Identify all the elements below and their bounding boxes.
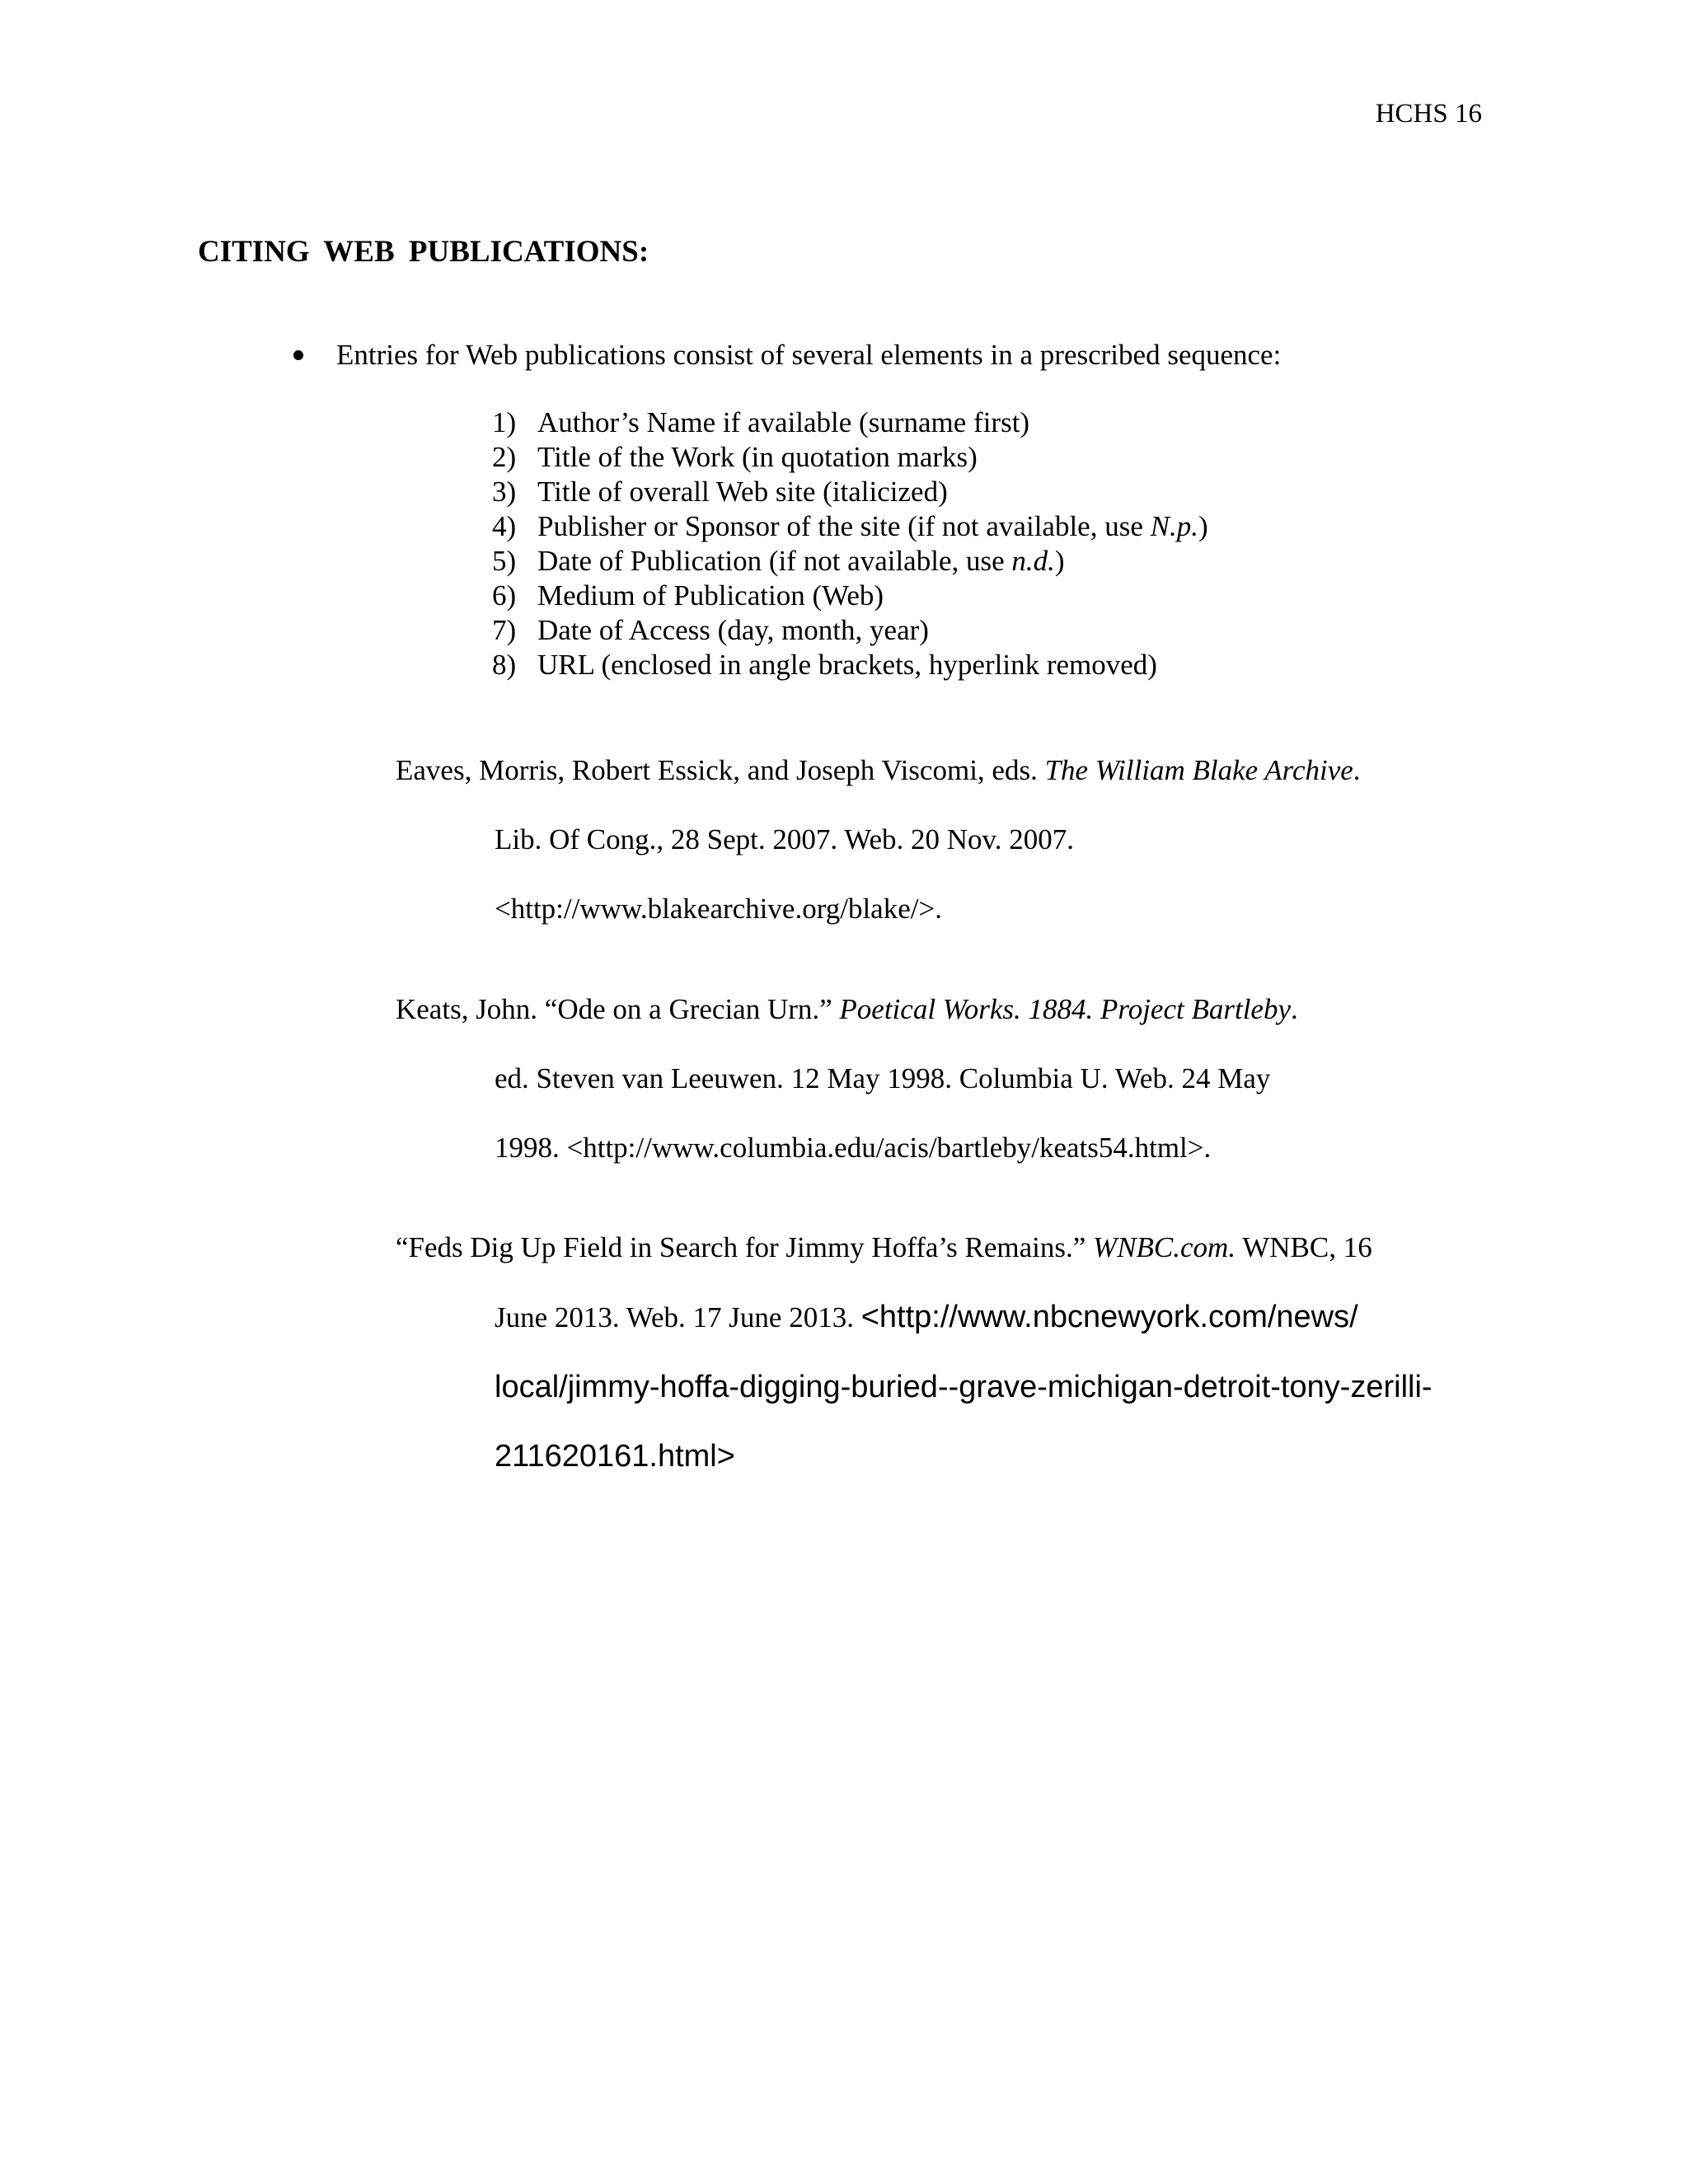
citation-url: 211620161.html> [495, 1439, 735, 1474]
list-item [492, 579, 1208, 613]
citation-line: ed. Steven van Leeuwen. 12 May 1998. Columbia U. Web. 24 May [495, 1062, 1271, 1094]
list-text: Date of Access (day, month, year) [537, 614, 929, 646]
list-item [492, 648, 1208, 682]
list-number: 6) [492, 579, 517, 612]
citation-author-title: Keats, John. “Ode on a Grecian Urn.” [396, 993, 840, 1025]
list-italic: n.d. [1011, 545, 1055, 577]
citation-article-title: “Feds Dig Up Field in Search for Jimmy Hoffa’s Remains.” [396, 1231, 1094, 1263]
list-number: 2) [492, 441, 517, 473]
list-number: 1) [492, 406, 517, 438]
citation-url: <http://www.blakearchive.org/blake/>. [495, 893, 942, 925]
list-text: Title of the Work (in quotation marks) [537, 441, 978, 473]
citation-dates: June 2013. Web. 17 June 2013. [495, 1301, 861, 1333]
citation-line [396, 1213, 1451, 1282]
citation-line [396, 975, 1451, 1044]
bullet-item [293, 338, 1281, 373]
bullet-text: Entries for Web publications consist of several elements in a prescribed sequence: [336, 339, 1282, 371]
citation-elements-list [492, 405, 1208, 682]
citation-blake-archive [396, 736, 1451, 944]
citation-site-title: The William Blake Archive [1044, 754, 1353, 786]
citation-line: Lib. Of Cong., 28 Sept. 2007. Web. 20 Nov. 2007. [495, 823, 1074, 855]
list-text: Author’s Name if available (surname first) [537, 406, 1030, 438]
citation-keats [396, 975, 1451, 1183]
list-item [492, 613, 1208, 648]
citation-site-title: WNBC.com. [1093, 1231, 1236, 1263]
list-tail: ) [1198, 510, 1208, 542]
list-italic: N.p. [1150, 510, 1198, 542]
list-number: 8) [492, 649, 517, 681]
citation-hoffa [396, 1213, 1451, 1491]
list-item [492, 440, 1208, 475]
list-text: Publisher or Sponsor of the site (if not available, use [537, 510, 1151, 542]
citation-punct: . [1353, 754, 1361, 786]
page-header: HCHS 16 [1375, 99, 1482, 129]
list-text: Title of overall Web site (italicized) [537, 476, 948, 508]
list-item [492, 544, 1208, 579]
citation-line [396, 736, 1451, 805]
list-tail: ) [1054, 545, 1065, 577]
bullet-icon [293, 350, 303, 360]
citation-punct: . [1291, 993, 1298, 1025]
list-text: Date of Publication (if not available, use [537, 545, 1012, 577]
citation-authors: Eaves, Morris, Robert Essick, and Joseph Viscomi, eds. [396, 754, 1045, 786]
list-number: 3) [492, 476, 517, 508]
list-item [492, 475, 1208, 509]
list-number: 5) [492, 545, 517, 577]
list-number: 7) [492, 614, 517, 646]
citation-url: <http://www.nbcnewyork.com/news/ [860, 1300, 1358, 1334]
list-number: 4) [492, 510, 517, 542]
citation-url: local/jimmy-hoffa-digging-buried--grave-michigan-detroit-tony-zerilli- [495, 1370, 1432, 1404]
citation-publisher: WNBC, 16 [1236, 1231, 1372, 1263]
list-text: URL (enclosed in angle brackets, hyperlink removed) [537, 649, 1157, 681]
list-item [492, 405, 1208, 440]
citation-line [396, 1282, 1451, 1352]
citation-url: 1998. <http://www.columbia.edu/acis/bartleby/keats54.html>. [495, 1132, 1212, 1164]
list-item [492, 509, 1208, 544]
list-text: Medium of Publication (Web) [537, 579, 884, 612]
citation-site-title: Poetical Works. 1884. Project Bartleby [839, 993, 1291, 1025]
section-title: CITING WEB PUBLICATIONS: [198, 235, 649, 269]
